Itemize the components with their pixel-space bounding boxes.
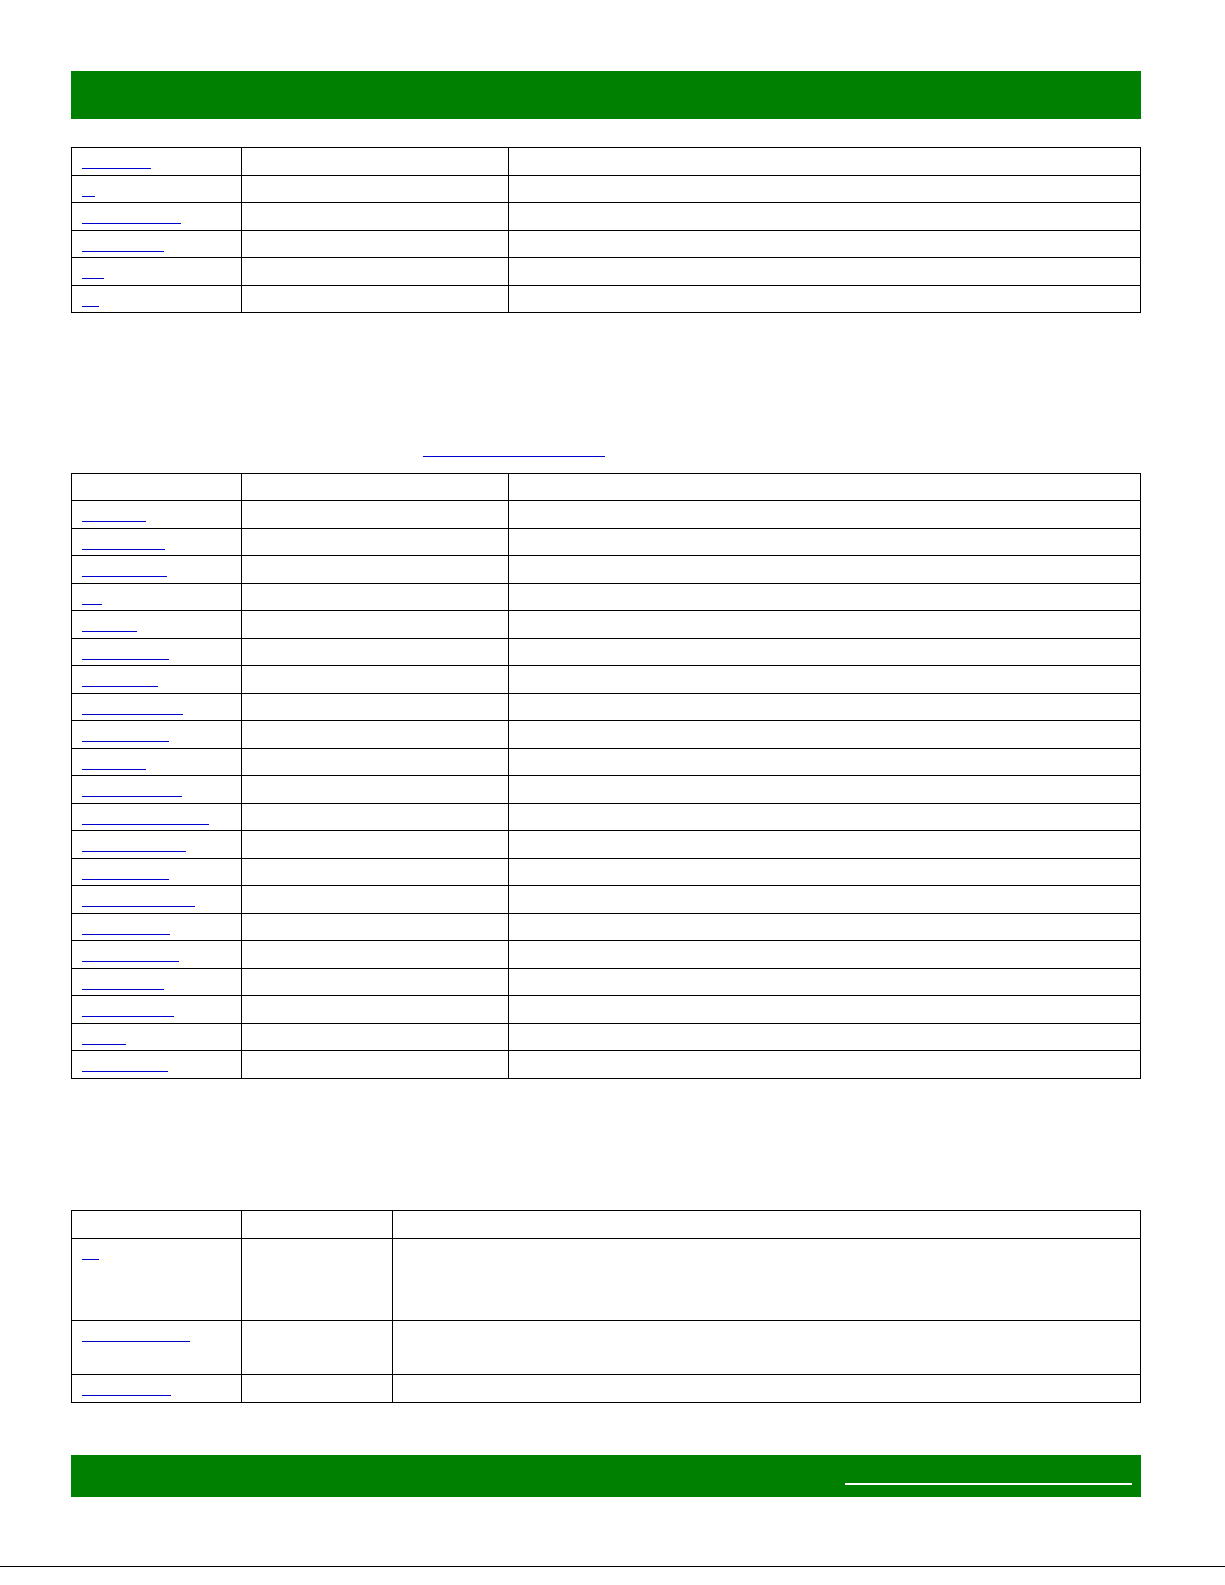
row-link[interactable] bbox=[82, 306, 99, 307]
table-1 bbox=[71, 147, 1141, 313]
table-row bbox=[72, 529, 1141, 556]
row-link[interactable] bbox=[82, 824, 209, 825]
table-row bbox=[72, 231, 1141, 258]
row-link[interactable] bbox=[82, 961, 179, 962]
table-row bbox=[72, 914, 1141, 941]
table-row bbox=[72, 721, 1141, 749]
page-divider bbox=[0, 1566, 1225, 1567]
footer-banner bbox=[71, 1455, 1141, 1497]
table-2 bbox=[71, 473, 1141, 1079]
table-row bbox=[72, 584, 1141, 611]
row-link[interactable] bbox=[82, 659, 169, 660]
table-row bbox=[72, 859, 1141, 886]
row-link[interactable] bbox=[82, 769, 146, 770]
row-link[interactable] bbox=[82, 989, 164, 990]
table-row bbox=[72, 1024, 1141, 1051]
table-row bbox=[72, 176, 1141, 203]
table-row bbox=[72, 148, 1141, 176]
table-row bbox=[72, 1321, 1141, 1375]
row-link[interactable] bbox=[82, 934, 170, 935]
table-row bbox=[72, 886, 1141, 914]
table-row bbox=[72, 258, 1141, 286]
table-row bbox=[72, 1051, 1141, 1079]
row-link[interactable] bbox=[82, 604, 102, 605]
table-row bbox=[72, 666, 1141, 694]
table-row bbox=[72, 501, 1141, 529]
row-link[interactable] bbox=[82, 168, 151, 169]
row-link[interactable] bbox=[82, 631, 137, 632]
row-link[interactable] bbox=[82, 741, 169, 742]
table-row bbox=[72, 1375, 1141, 1403]
table-row bbox=[72, 694, 1141, 721]
table-row bbox=[72, 611, 1141, 639]
table-row bbox=[72, 203, 1141, 231]
header-banner bbox=[71, 71, 1141, 119]
row-link[interactable] bbox=[82, 521, 146, 522]
table-row bbox=[72, 639, 1141, 666]
table-row bbox=[72, 286, 1141, 313]
footer-link[interactable] bbox=[845, 1483, 1132, 1485]
table-row bbox=[72, 556, 1141, 584]
row-link[interactable] bbox=[82, 796, 182, 797]
table-row bbox=[72, 749, 1141, 776]
table-row bbox=[72, 969, 1141, 996]
row-link[interactable] bbox=[82, 906, 195, 907]
table-row bbox=[72, 804, 1141, 831]
section-link[interactable] bbox=[423, 456, 605, 457]
row-link[interactable] bbox=[82, 576, 167, 577]
row-link[interactable] bbox=[82, 1044, 126, 1045]
table-row bbox=[72, 996, 1141, 1024]
row-link[interactable] bbox=[82, 1395, 171, 1396]
row-link[interactable] bbox=[82, 251, 164, 252]
table-3 bbox=[71, 1210, 1141, 1403]
table-row bbox=[72, 776, 1141, 804]
row-link[interactable] bbox=[82, 879, 169, 880]
row-link[interactable] bbox=[82, 851, 186, 852]
table-row bbox=[72, 1239, 1141, 1321]
row-link[interactable] bbox=[82, 1016, 174, 1017]
table-row bbox=[72, 1211, 1141, 1239]
row-link[interactable] bbox=[82, 1259, 99, 1260]
row-link[interactable] bbox=[82, 278, 104, 279]
row-link[interactable] bbox=[82, 196, 95, 197]
table-row bbox=[72, 831, 1141, 859]
row-link[interactable] bbox=[82, 223, 181, 224]
row-link[interactable] bbox=[82, 686, 158, 687]
row-link[interactable] bbox=[82, 714, 183, 715]
row-link[interactable] bbox=[82, 549, 165, 550]
table-row bbox=[72, 941, 1141, 969]
row-link[interactable] bbox=[82, 1341, 190, 1342]
row-link[interactable] bbox=[82, 1071, 168, 1072]
table-row bbox=[72, 474, 1141, 501]
